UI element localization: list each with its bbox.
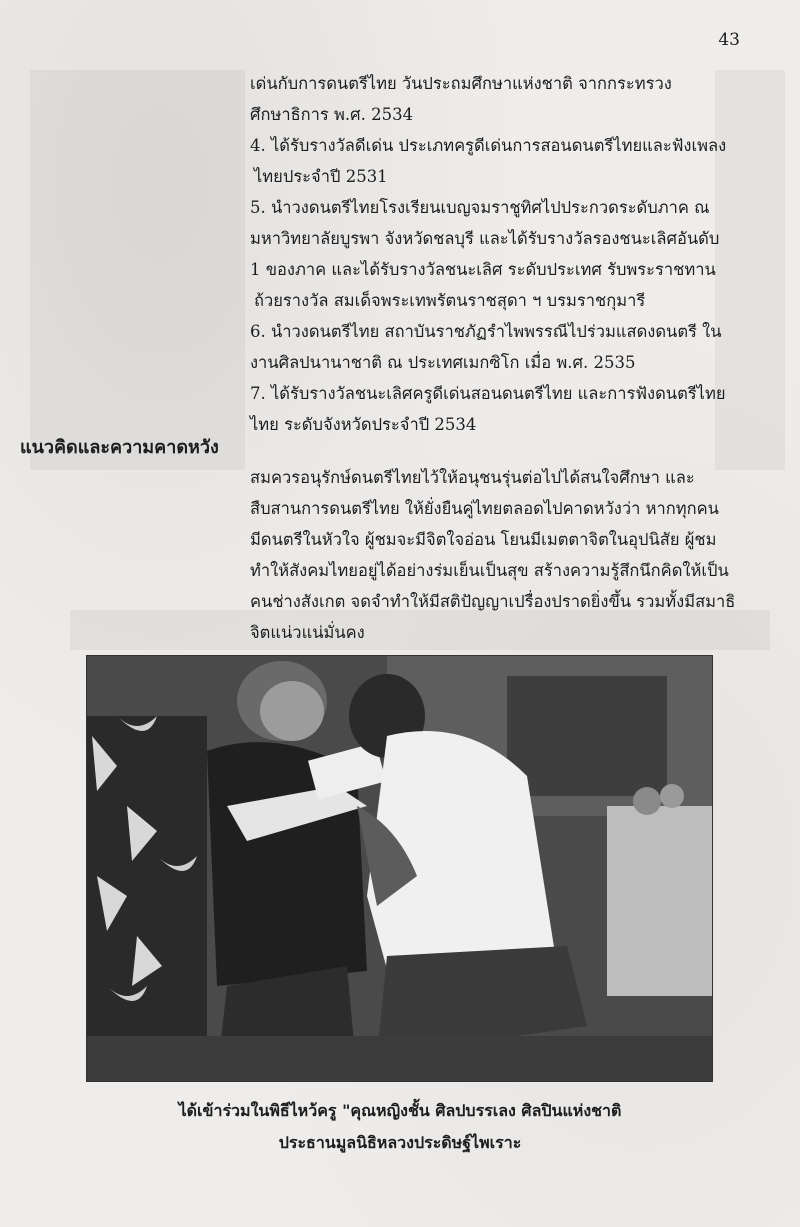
body-line: 7. ได้รับรางวัลชนะเลิศครูดีเด่นสอนดนตรีไทย และการฟังดนตรีไทย bbox=[250, 384, 726, 403]
body-line: 1 ของภาค และได้รับรางวัลชนะเลิศ ระดับประเทศ รับพระราชทาน bbox=[250, 260, 716, 279]
section-heading: แนวคิดและความคาดหวัง bbox=[20, 437, 219, 458]
section-paragraph bbox=[250, 462, 748, 648]
body-line: ถ้วยรางวัล สมเด็จพระเทพรัตนราชสุดา ฯ บรมราชกุมารี bbox=[254, 291, 646, 310]
caption-line: ได้เข้าร่วมในพิธีไหว้ครู "คุณหญิงชั้น ศิลปบรรเลง ศิลปินแห่งชาติ bbox=[178, 1101, 622, 1120]
body-line: เด่นกับการดนตรีไทย วันประถมศึกษาแห่งชาติ จากกระทรวง bbox=[250, 74, 672, 93]
body-line: 5. นำวงดนตรีไทยโรงเรียนเบญจมราชูทิศไปประกวดระดับภาค ณ bbox=[250, 198, 710, 217]
caption-line: ประธานมูลนิธิหลวงประดิษฐ์ไพเราะ bbox=[278, 1133, 522, 1152]
section-line: ทำให้สังคมไทยอยู่ได้อย่างร่มเย็นเป็นสุข สร้างความรู้สึกนึกคิดให้เป็น bbox=[250, 561, 729, 580]
body-line: 6. นำวงดนตรีไทย สถาบันราชภัฏรำไพพรรณีไปร่วมแสดงดนตรี ใน bbox=[250, 322, 722, 341]
body-line: มหาวิทยาลัยบูรพา จังหวัดชลบุรี และได้รับรางวัลรองชนะเลิศอันดับ bbox=[250, 229, 720, 248]
body-line: 4. ได้รับรางวัลดีเด่น ประเภทครูดีเด่นการสอนดนตรีไทยและฟังเพลง bbox=[250, 136, 727, 155]
section-line: จิตแน่วแน่มั่นคง bbox=[250, 623, 365, 642]
section-line: คนช่างสังเกต จดจำทำให้มีสติปัญญาเปรื่องปราดยิ่งขึ้น รวมทั้งมีสมาธิ bbox=[250, 592, 736, 611]
section-line: สืบสานการดนตรีไทย ให้ยั่งยืนคู่ไทยตลอดไปคาดหวังว่า หากทุกคน bbox=[250, 499, 719, 518]
photo-caption bbox=[60, 1095, 740, 1159]
body-line: งานศิลปนานาชาติ ณ ประเทศเมกซิโก เมื่อ พ.ศ. 2535 bbox=[250, 353, 636, 372]
section-line: สมควรอนุรักษ์ดนตรีไทยไว้ให้อนุชนรุ่นต่อไปได้สนใจศึกษา และ bbox=[250, 468, 695, 487]
section-line: มีดนตรีในหัวใจ ผู้ชมจะมีจิตใจอ่อน โยนมีเมตตาจิตในอุปนิสัย ผู้ชม bbox=[250, 530, 717, 549]
page-number: 43 bbox=[718, 30, 740, 50]
body-line: ไทยประจำปี 2531 bbox=[254, 167, 388, 186]
photo-illustration bbox=[87, 656, 712, 1081]
achievements-list bbox=[250, 68, 748, 440]
ceremony-photo bbox=[86, 655, 713, 1082]
show-through-left bbox=[30, 70, 245, 470]
body-line: ไทย ระดับจังหวัดประจำปี 2534 bbox=[250, 415, 477, 434]
body-line: ศึกษาธิการ พ.ศ. 2534 bbox=[250, 105, 414, 124]
